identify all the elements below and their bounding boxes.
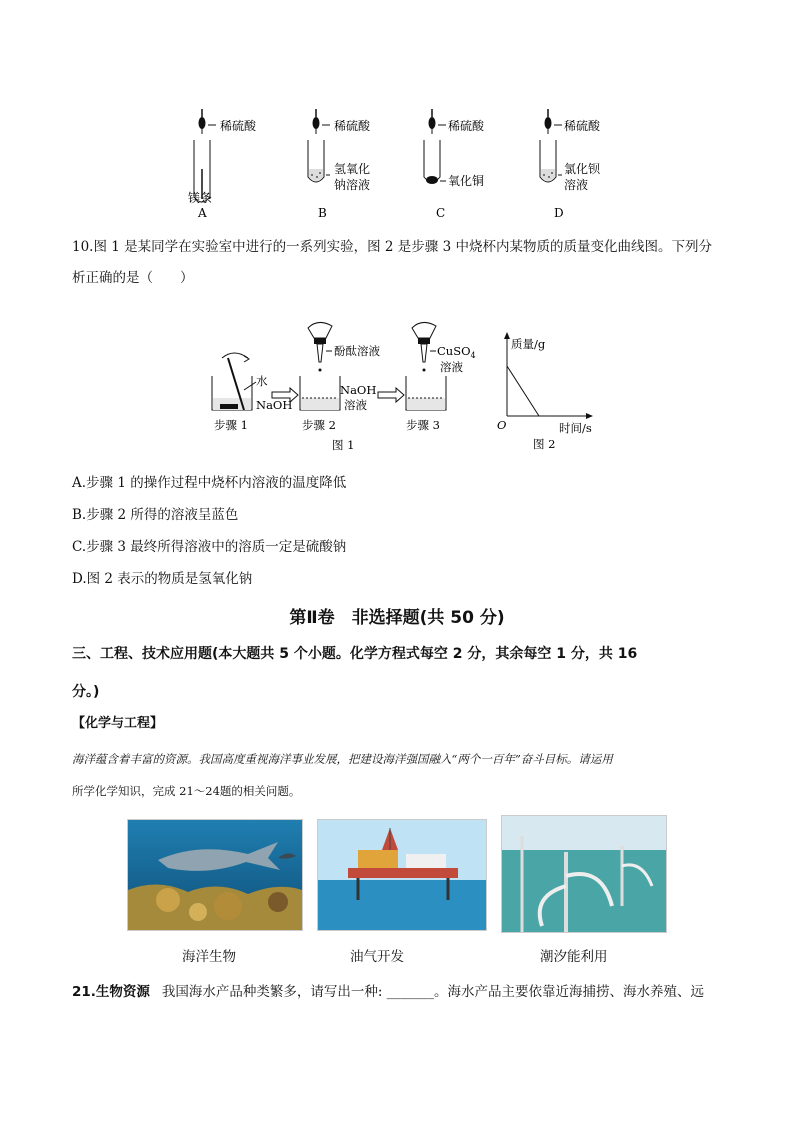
step2-beaker	[300, 322, 340, 410]
tube-d-reagent: 稀硫酸	[564, 119, 601, 133]
step1-beaker	[212, 353, 256, 410]
tube-d-solution-line1: 氯化钡	[564, 162, 601, 176]
photo-marine-life	[127, 819, 303, 931]
fig1-naoh-sol1: NaOH	[340, 383, 377, 397]
tube-c-reagent: 稀硫酸	[448, 119, 485, 133]
q10-stem-line1: 10.图 1 是某同学在实验室中进行的一系列实验，图 2 是步骤 3 中烧杯内某物质的质量变化曲线图。下列分	[72, 239, 712, 255]
tube-c-letter: C	[436, 206, 446, 220]
fig1-phenol: 酚酞溶液	[334, 344, 380, 358]
fig1-naoh-sol2: 溶液	[344, 398, 367, 412]
fig1-naoh: NaOH	[256, 398, 293, 412]
graph-caption: 图 2	[533, 437, 556, 451]
tube-d-solution-line2: 溶液	[564, 178, 589, 192]
section3-heading-line2: 分。)	[72, 684, 100, 700]
fig1-step2: 步骤 2	[302, 418, 336, 432]
mass-time-graph	[495, 330, 615, 455]
fig1-cuso4: CuSO$_4$	[437, 344, 476, 360]
experiment-figure-1	[200, 318, 490, 458]
part2-title: 第Ⅱ卷 非选择题(共 50 分)	[289, 608, 505, 628]
caption-tidal-energy: 潮汐能利用	[540, 949, 608, 965]
tube-b-letter: B	[318, 206, 327, 220]
fig1-cuso4-sol: 溶液	[440, 360, 463, 374]
option-d: D.图 2 表示的物质是氢氧化钠	[72, 571, 253, 587]
tube-c	[424, 109, 446, 184]
fig1-step3: 步骤 3	[406, 418, 440, 432]
option-c: C.步骤 3 最终所得溶液中的溶质一定是硫酸钠	[72, 539, 347, 555]
fig1-water: 水	[256, 374, 268, 388]
q10-stem-line2: 析正确的是（ ）	[72, 270, 194, 286]
option-b: B.步骤 2 所得的溶液呈蓝色	[72, 507, 239, 523]
tube-b-solution-line2: 钠溶液	[334, 178, 371, 192]
arrow-step2-to-3	[378, 388, 404, 402]
photo-tidal-energy	[501, 815, 667, 933]
photo-oil-platform	[317, 819, 487, 931]
test-tube-figure	[170, 105, 630, 225]
fig1-caption: 图 1	[332, 438, 355, 452]
section3-intro-line1: 海洋蕴含着丰富的资源。我国高度重视海洋事业发展，把建设海洋强国融入“两个一百年”奋斗目标。请运用	[72, 752, 613, 766]
graph-xlabel: 时间/s	[559, 421, 592, 435]
tube-c-solid: 氧化铜	[448, 174, 485, 188]
tube-a	[194, 109, 216, 202]
section3-tag: 【化学与工程】	[72, 716, 164, 731]
section3-intro-line2: 所学化学知识，完成 21～24题的相关问题。	[72, 784, 301, 798]
option-a: A.步骤 1 的操作过程中烧杯内溶液的温度降低	[72, 475, 347, 491]
tube-d	[540, 109, 562, 182]
graph-origin: O	[497, 418, 507, 432]
tube-a-reagent: 稀硫酸	[220, 119, 257, 133]
tube-b	[308, 109, 330, 182]
caption-oil-gas: 油气开发	[350, 949, 404, 965]
graph-ylabel: 质量/g	[511, 337, 546, 351]
q21-text: 我国海水产品种类繁多，请写出一种: _______。海水产品主要依靠近海捕捞、海水养殖、远	[161, 984, 705, 1000]
q21-label: 21.生物资源	[72, 984, 150, 1000]
tube-a-letter: A	[198, 206, 207, 220]
tube-b-reagent: 稀硫酸	[334, 119, 371, 133]
graph-curve	[507, 366, 539, 416]
tube-d-letter: D	[554, 206, 564, 220]
fig1-step1: 步骤 1	[214, 418, 248, 432]
section3-heading-line1: 三、工程、技术应用题(本大题共 5 个小题。化学方程式每空 2 分，其余每空 1 分，共 16	[72, 646, 638, 662]
tube-b-solution-line1: 氢氧化	[334, 162, 371, 176]
tube-a-solid: 镁条	[188, 191, 213, 205]
q21-line	[72, 982, 704, 1002]
caption-marine-life: 海洋生物	[182, 949, 236, 965]
